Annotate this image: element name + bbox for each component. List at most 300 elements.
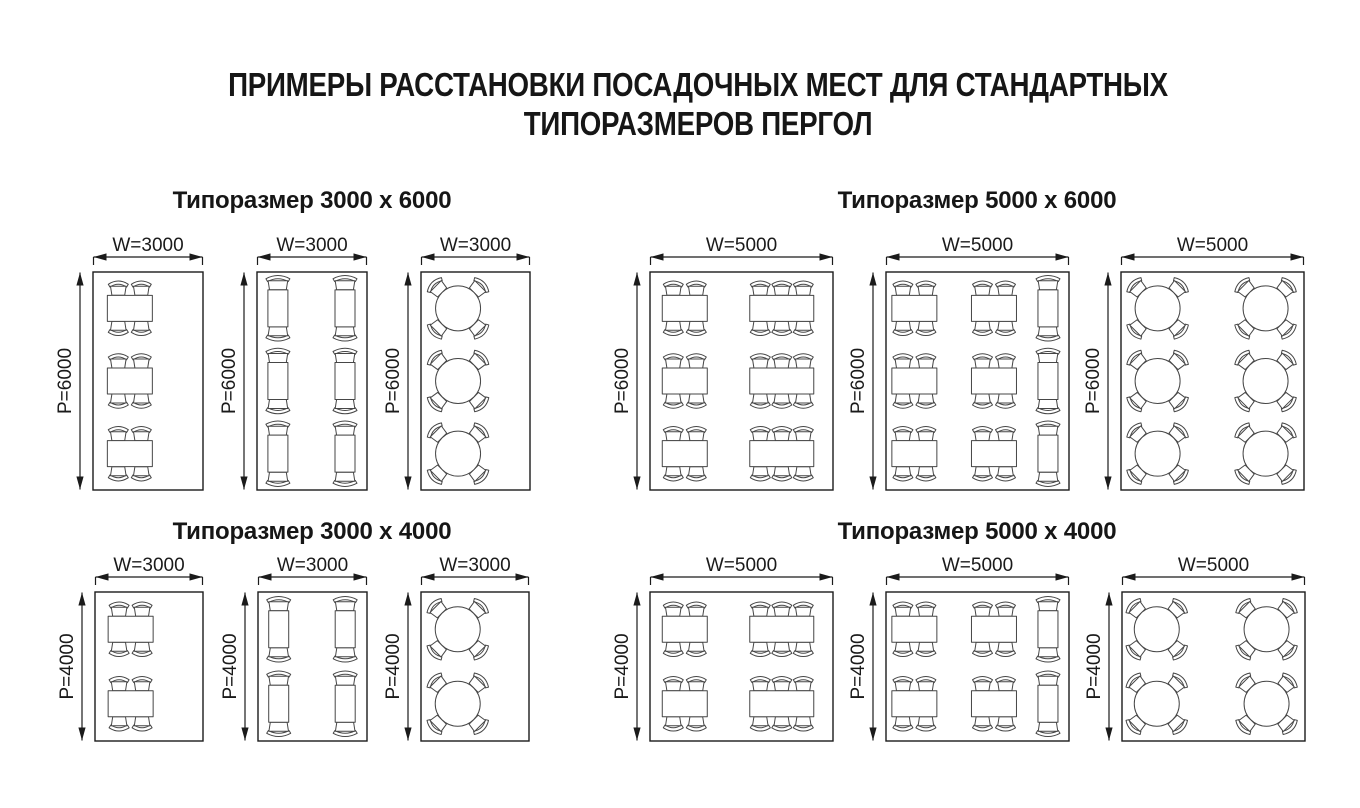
arrow-left-icon <box>1122 253 1135 260</box>
chair-icon <box>793 467 813 481</box>
table-6-seats <box>750 602 814 657</box>
width-dimension <box>422 555 529 585</box>
chair-icon <box>686 321 706 335</box>
chair-icon <box>893 394 913 408</box>
depth-label: P=6000 <box>1083 347 1104 415</box>
table-4-seats <box>662 426 707 481</box>
chair-icon <box>1036 671 1060 685</box>
table-6-seats <box>750 281 814 336</box>
chair-icon <box>772 321 792 335</box>
chair-icon <box>108 467 128 481</box>
table-2-seats <box>1036 348 1060 414</box>
chair-icon <box>772 426 792 440</box>
chair-icon <box>333 276 357 290</box>
chair-icon <box>663 354 683 368</box>
depth-label: P=4000 <box>848 633 869 700</box>
chair-icon <box>893 677 913 691</box>
arrow-right-icon <box>190 253 203 260</box>
pergola-panel-5000x4000-v1 <box>612 555 833 741</box>
chair-icon <box>333 671 357 685</box>
chair-icon <box>996 602 1016 616</box>
chair-icon <box>793 321 813 335</box>
width-label: W=5000 <box>941 555 1014 576</box>
chair-icon <box>996 717 1016 731</box>
arrow-up-icon <box>240 273 247 286</box>
table-4-seats <box>892 602 937 657</box>
pergola-panel-3000x4000-v3 <box>383 555 529 741</box>
depth-dimension <box>220 593 249 741</box>
chair-icon <box>793 717 813 731</box>
arrow-left-icon <box>422 573 435 580</box>
arrow-down-icon <box>76 477 83 490</box>
chair-icon <box>793 394 813 408</box>
depth-dimension <box>848 593 877 741</box>
chair-icon <box>109 642 129 656</box>
table-2-seats <box>333 597 357 663</box>
chair-icon <box>793 281 813 295</box>
arrow-up-icon <box>404 273 411 286</box>
chair-icon <box>266 276 290 290</box>
chair-icon <box>333 472 357 486</box>
chair-icon <box>663 677 683 691</box>
depth-dimension <box>57 593 86 741</box>
chair-icon <box>663 281 683 295</box>
chair-icon <box>793 426 813 440</box>
arrow-up-icon <box>76 273 83 286</box>
table-2-seats <box>333 671 357 737</box>
chair-icon <box>916 467 936 481</box>
table-6-seats <box>750 426 814 481</box>
chair-icon <box>973 426 993 440</box>
table-4-seats <box>108 677 153 732</box>
pergola-panel-5000x6000-v1 <box>612 235 833 490</box>
chair-icon <box>686 717 706 731</box>
chair-icon <box>996 426 1016 440</box>
chair-icon <box>686 426 706 440</box>
width-label: W=3000 <box>439 235 512 256</box>
chair-icon <box>686 602 706 616</box>
table-6-seats <box>750 677 814 732</box>
chair-icon <box>916 717 936 731</box>
chair-icon <box>333 327 357 341</box>
width-label: W=5000 <box>1177 555 1250 576</box>
depth-dimension <box>612 273 641 490</box>
chair-icon <box>663 602 683 616</box>
round-table-4-seats <box>1234 671 1300 737</box>
table-2-seats <box>333 276 357 342</box>
width-dimension <box>887 555 1069 585</box>
chair-icon <box>893 321 913 335</box>
chair-icon <box>750 281 770 295</box>
round-table-4-seats <box>425 671 491 737</box>
chair-icon <box>772 677 792 691</box>
depth-dimension <box>1083 273 1112 490</box>
chair-icon <box>131 281 151 295</box>
chair-icon <box>108 394 128 408</box>
chair-icon <box>996 677 1016 691</box>
arrow-down-icon <box>633 728 640 741</box>
arrow-up-icon <box>241 593 248 606</box>
arrow-left-icon <box>259 573 272 580</box>
arrow-left-icon <box>651 573 664 580</box>
width-label: W=5000 <box>705 235 778 256</box>
chair-icon <box>793 677 813 691</box>
chair-icon <box>131 321 151 335</box>
chair-icon <box>333 400 357 414</box>
arrow-right-icon <box>516 573 529 580</box>
chair-icon <box>266 327 290 341</box>
table-2-seats <box>333 421 357 487</box>
depth-dimension <box>1084 593 1113 741</box>
depth-label: P=4000 <box>1084 633 1105 700</box>
chair-icon <box>109 677 129 691</box>
arrow-down-icon <box>404 477 411 490</box>
round-table-4-seats <box>1125 275 1191 341</box>
round-table-4-seats <box>1124 596 1190 662</box>
pergola-panel-5000x4000-v2 <box>848 555 1069 741</box>
section-title-5000x6000: Типоразмер 5000 x 6000 <box>837 187 1117 214</box>
chair-icon <box>686 642 706 656</box>
chair-icon <box>333 648 357 662</box>
pergola-panel-5000x6000-v2 <box>848 235 1069 490</box>
chair-icon <box>1036 276 1060 290</box>
arrow-left-icon <box>651 253 664 260</box>
chair-icon <box>793 354 813 368</box>
chair-icon <box>1036 421 1060 435</box>
chair-icon <box>973 394 993 408</box>
chair-icon <box>109 717 129 731</box>
table-4-seats <box>662 354 707 409</box>
pergola-panel-3000x6000-v2 <box>219 235 367 490</box>
table-4-seats <box>971 354 1016 409</box>
arrow-down-icon <box>78 728 85 741</box>
chair-icon <box>750 321 770 335</box>
arrow-right-icon <box>820 253 833 260</box>
chair-icon <box>1036 648 1060 662</box>
width-label: W=3000 <box>112 235 184 256</box>
arrow-right-icon <box>517 253 530 260</box>
round-table-4-seats <box>425 596 491 662</box>
chair-icon <box>973 281 993 295</box>
arrow-up-icon <box>869 273 876 286</box>
chair-icon <box>108 426 128 440</box>
chair-icon <box>893 354 913 368</box>
chair-icon <box>772 642 792 656</box>
table-4-seats <box>107 354 152 409</box>
depth-dimension <box>219 273 248 490</box>
width-label: W=5000 <box>1176 235 1249 256</box>
width-dimension <box>258 235 367 265</box>
chair-icon <box>108 354 128 368</box>
width-label: W=3000 <box>113 555 185 576</box>
table-4-seats <box>971 602 1016 657</box>
chair-icon <box>893 281 913 295</box>
chair-icon <box>772 467 792 481</box>
table-4-seats <box>971 281 1016 336</box>
table-4-seats <box>662 677 707 732</box>
chair-icon <box>686 394 706 408</box>
arrow-left-icon <box>258 253 271 260</box>
table-4-seats <box>892 354 937 409</box>
round-table-4-seats <box>1125 348 1191 414</box>
arrow-down-icon <box>869 728 876 741</box>
arrow-left-icon <box>1123 573 1136 580</box>
chair-icon <box>266 348 290 362</box>
chair-icon <box>108 281 128 295</box>
width-dimension <box>422 235 530 265</box>
round-table-4-seats <box>1233 421 1299 487</box>
pergola-panel-3000x4000-v2 <box>220 555 367 741</box>
chair-icon <box>131 426 151 440</box>
chair-icon <box>266 472 290 486</box>
arrow-up-icon <box>1104 273 1111 286</box>
chair-icon <box>1036 472 1060 486</box>
chair-icon <box>772 602 792 616</box>
chair-icon <box>750 426 770 440</box>
arrow-left-icon <box>887 573 900 580</box>
chair-icon <box>996 467 1016 481</box>
chair-icon <box>916 354 936 368</box>
page-title-line1: ПРИМЕРЫ РАССТАНОВКИ ПОСАДОЧНЫХ МЕСТ ДЛЯ СТАНДАРТНЫХ <box>228 66 1168 103</box>
chair-icon <box>266 400 290 414</box>
arrow-down-icon <box>240 477 247 490</box>
chair-icon <box>132 717 152 731</box>
table-2-seats <box>266 276 290 342</box>
depth-label: P=4000 <box>612 633 633 700</box>
round-table-4-seats <box>1124 671 1190 737</box>
chair-icon <box>750 642 770 656</box>
chair-icon <box>750 394 770 408</box>
section-title-3000x6000: Типоразмер 3000 x 6000 <box>172 187 452 214</box>
chair-icon <box>916 426 936 440</box>
arrow-left-icon <box>422 253 435 260</box>
depth-dimension <box>383 593 412 741</box>
arrow-down-icon <box>241 728 248 741</box>
width-dimension <box>94 235 203 265</box>
chair-icon <box>663 717 683 731</box>
round-table-4-seats <box>425 348 491 414</box>
arrow-right-icon <box>820 573 833 580</box>
chair-icon <box>750 602 770 616</box>
chair-icon <box>973 677 993 691</box>
depth-label: P=6000 <box>55 347 76 415</box>
table-2-seats <box>333 348 357 414</box>
table-4-seats <box>892 426 937 481</box>
chair-icon <box>267 722 291 736</box>
arrow-down-icon <box>1105 728 1112 741</box>
depth-dimension <box>383 273 412 490</box>
chair-icon <box>131 354 151 368</box>
chair-icon <box>893 426 913 440</box>
chair-icon <box>266 421 290 435</box>
chair-icon <box>131 394 151 408</box>
table-4-seats <box>107 281 152 336</box>
chair-icon <box>663 642 683 656</box>
chair-icon <box>750 677 770 691</box>
chair-icon <box>663 394 683 408</box>
chair-icon <box>267 597 291 611</box>
chair-icon <box>916 281 936 295</box>
arrow-right-icon <box>1056 253 1069 260</box>
pergola-panel-3000x6000-v1 <box>55 235 203 490</box>
arrow-up-icon <box>869 593 876 606</box>
chair-icon <box>893 717 913 731</box>
arrow-left-icon <box>94 253 107 260</box>
table-2-seats <box>1036 421 1060 487</box>
chair-icon <box>973 321 993 335</box>
table-4-seats <box>971 426 1016 481</box>
chair-icon <box>686 677 706 691</box>
table-6-seats <box>750 354 814 409</box>
arrow-right-icon <box>1291 253 1304 260</box>
arrow-down-icon <box>404 728 411 741</box>
width-label: W=5000 <box>941 235 1014 256</box>
round-table-4-seats <box>1233 275 1299 341</box>
table-2-seats <box>266 421 290 487</box>
pergola-panel-3000x4000-v1 <box>57 555 203 741</box>
table-2-seats <box>1036 671 1060 737</box>
chair-icon <box>686 281 706 295</box>
table-4-seats <box>892 281 937 336</box>
chair-icon <box>333 597 357 611</box>
chair-icon <box>996 642 1016 656</box>
pergola-panel-5000x6000-v3 <box>1083 235 1304 490</box>
table-2-seats <box>267 671 291 737</box>
chair-icon <box>973 602 993 616</box>
depth-label: P=4000 <box>57 633 78 700</box>
chair-icon <box>131 467 151 481</box>
chair-icon <box>916 602 936 616</box>
chair-icon <box>750 717 770 731</box>
width-dimension <box>1122 235 1304 265</box>
pergola-panel-3000x6000-v3 <box>383 235 530 490</box>
chair-icon <box>663 321 683 335</box>
width-dimension <box>259 555 367 585</box>
chair-icon <box>132 677 152 691</box>
chair-icon <box>772 354 792 368</box>
round-table-4-seats <box>425 275 491 341</box>
page-title-line2: ТИПОРАЗМЕРОВ ПЕРГОЛ <box>523 104 873 142</box>
chair-icon <box>1036 597 1060 611</box>
depth-label: P=4000 <box>220 633 241 700</box>
chair-icon <box>893 467 913 481</box>
round-table-4-seats <box>1233 348 1299 414</box>
chair-icon <box>996 281 1016 295</box>
chair-icon <box>333 722 357 736</box>
table-2-seats <box>267 597 291 663</box>
width-label: W=3000 <box>439 555 511 576</box>
chair-icon <box>916 677 936 691</box>
width-dimension <box>651 235 833 265</box>
chair-icon <box>772 281 792 295</box>
arrow-right-icon <box>354 253 367 260</box>
chair-icon <box>996 394 1016 408</box>
width-dimension <box>887 235 1069 265</box>
chair-icon <box>916 321 936 335</box>
chair-icon <box>686 467 706 481</box>
chair-icon <box>132 642 152 656</box>
chair-icon <box>996 321 1016 335</box>
depth-dimension <box>612 593 641 741</box>
table-4-seats <box>892 677 937 732</box>
round-table-4-seats <box>1125 421 1191 487</box>
arrow-up-icon <box>78 593 85 606</box>
chair-icon <box>1036 722 1060 736</box>
arrow-down-icon <box>1104 477 1111 490</box>
chair-icon <box>893 642 913 656</box>
chair-icon <box>772 717 792 731</box>
chair-icon <box>267 648 291 662</box>
table-4-seats <box>107 426 152 481</box>
chair-icon <box>109 602 129 616</box>
width-dimension <box>651 555 833 585</box>
table-4-seats <box>971 677 1016 732</box>
arrow-right-icon <box>1056 573 1069 580</box>
depth-label: P=4000 <box>383 633 404 700</box>
width-label: W=3000 <box>276 235 348 256</box>
arrow-up-icon <box>404 593 411 606</box>
section-title-5000x4000: Типоразмер 5000 x 4000 <box>837 518 1117 545</box>
chair-icon <box>973 354 993 368</box>
chair-icon <box>132 602 152 616</box>
depth-dimension <box>55 273 84 490</box>
width-dimension <box>1123 555 1305 585</box>
section-title-3000x4000: Типоразмер 3000 x 4000 <box>172 518 452 545</box>
chair-icon <box>333 421 357 435</box>
arrow-left-icon <box>887 253 900 260</box>
table-4-seats <box>662 281 707 336</box>
round-table-4-seats <box>425 421 491 487</box>
chair-icon <box>1036 327 1060 341</box>
depth-dimension <box>848 273 877 490</box>
arrow-up-icon <box>633 273 640 286</box>
table-2-seats <box>266 348 290 414</box>
chair-icon <box>108 321 128 335</box>
chair-icon <box>893 602 913 616</box>
width-label: W=3000 <box>276 555 349 576</box>
table-2-seats <box>1036 597 1060 663</box>
arrow-left-icon <box>96 573 109 580</box>
chair-icon <box>772 394 792 408</box>
chair-icon <box>996 354 1016 368</box>
arrow-down-icon <box>633 477 640 490</box>
chair-icon <box>916 394 936 408</box>
pergola-panel-5000x4000-v3 <box>1084 555 1305 741</box>
chair-icon <box>663 467 683 481</box>
table-4-seats <box>662 602 707 657</box>
chair-icon <box>793 602 813 616</box>
chair-icon <box>686 354 706 368</box>
depth-label: P=6000 <box>383 347 404 415</box>
chair-icon <box>973 467 993 481</box>
arrow-up-icon <box>1105 593 1112 606</box>
round-table-4-seats <box>1234 596 1300 662</box>
arrow-right-icon <box>354 573 367 580</box>
width-label: W=5000 <box>705 555 778 576</box>
chair-icon <box>1036 348 1060 362</box>
table-2-seats <box>1036 276 1060 342</box>
arrow-down-icon <box>869 477 876 490</box>
arrow-right-icon <box>1292 573 1305 580</box>
chair-icon <box>750 354 770 368</box>
chair-icon <box>267 671 291 685</box>
chair-icon <box>793 642 813 656</box>
width-dimension <box>96 555 203 585</box>
chair-icon <box>1036 400 1060 414</box>
chair-icon <box>663 426 683 440</box>
depth-label: P=6000 <box>219 347 240 415</box>
arrow-right-icon <box>190 573 203 580</box>
